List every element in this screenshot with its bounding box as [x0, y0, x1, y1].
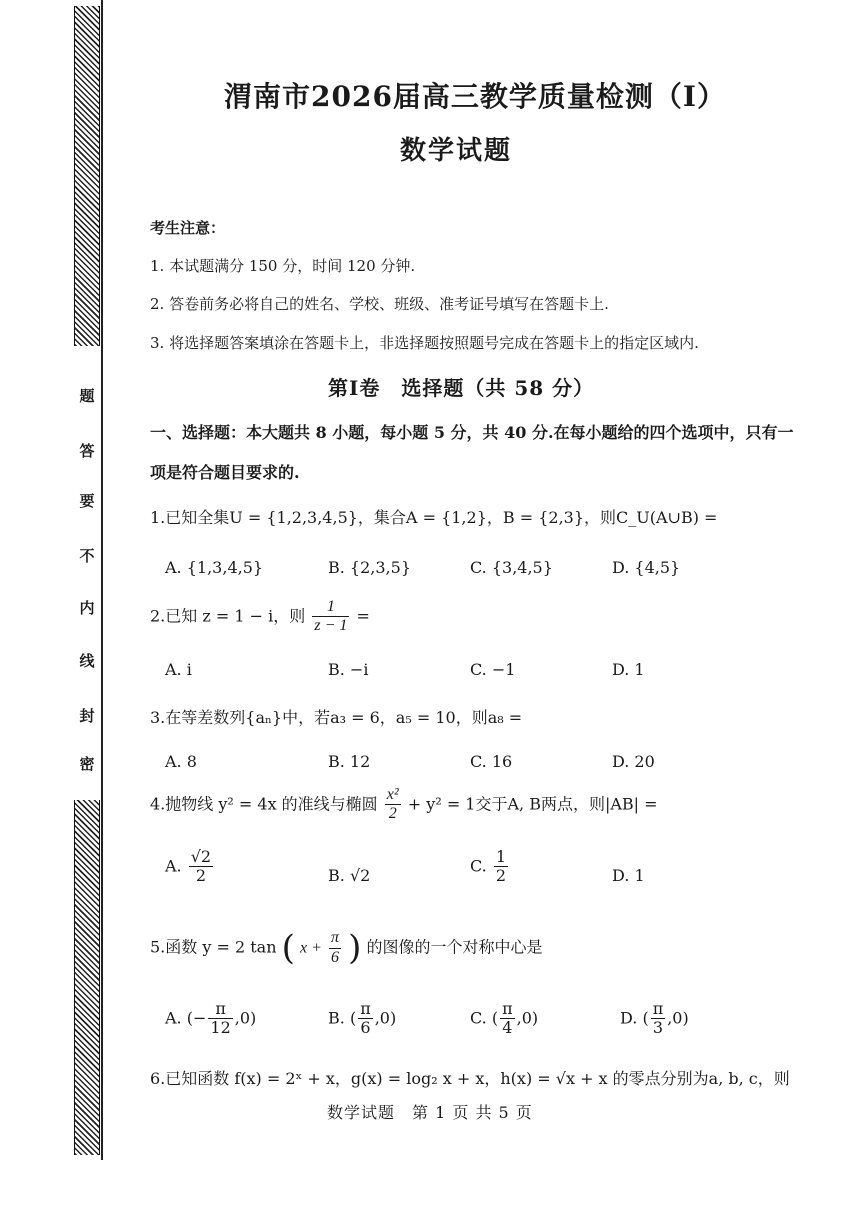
option-a — [165, 848, 215, 886]
option-label: A. — [165, 1008, 182, 1028]
binding-char: 封 — [79, 707, 95, 725]
stem-text: x + — [299, 939, 322, 957]
denominator: 6 — [330, 948, 339, 966]
option-c — [470, 1000, 538, 1038]
fraction — [329, 929, 341, 967]
fraction — [208, 1000, 232, 1038]
numerator: 1 — [312, 598, 349, 617]
option-text: ,0) — [234, 1008, 257, 1028]
hatch-pattern-top — [74, 6, 100, 346]
option-b — [328, 866, 370, 885]
fraction — [312, 598, 349, 636]
option-a: A. i — [165, 660, 192, 679]
stem-text: 的图像的一个对称中心是 — [366, 937, 543, 957]
option-b: B. 12 — [328, 752, 371, 771]
section-heading: 第Ⅰ卷 选择题（共 58 分） — [328, 376, 595, 400]
option-a: A. 8 — [165, 752, 197, 771]
paren-left: ( — [281, 928, 295, 968]
option-label: D. — [612, 866, 630, 885]
option-a: A. {1,3,4,5} — [165, 558, 264, 577]
stem-text: = — [356, 606, 370, 626]
numerator: x² — [385, 786, 401, 805]
binding-char: 密 — [79, 755, 95, 773]
binding-char: 答 — [79, 442, 95, 460]
option-c: C. 16 — [470, 752, 513, 771]
option-c — [470, 848, 510, 886]
numerator: π — [360, 999, 371, 1018]
binding-char: 不 — [79, 547, 95, 565]
stem-text: 5.函数 y = 2 tan — [150, 937, 277, 957]
option-a — [165, 1000, 256, 1038]
binding-char: 线 — [79, 652, 95, 670]
paren-right: ) — [348, 928, 362, 968]
denominator: 2 — [195, 866, 207, 886]
numerator: π — [208, 1000, 232, 1019]
denominator: 3 — [652, 1018, 664, 1038]
option-text: ,0) — [667, 1008, 689, 1028]
numerator: 1 — [495, 847, 507, 866]
option-b: B. {2,3,5} — [328, 558, 411, 577]
option-label: A. — [165, 856, 182, 876]
notice-item: 1. 本试题满分 150 分，时间 120 分钟. — [150, 257, 416, 275]
hatch-pattern-bottom — [74, 800, 100, 1155]
denominator: z − 1 — [314, 617, 348, 635]
option-value: 1 — [634, 866, 645, 885]
option-text: ( — [491, 1008, 499, 1028]
question-1-stem: 1.已知全集U = {1,2,3,4,5}，集合A = {1,2}，B = {2,3}，则C_U(A∪B) = — [150, 508, 718, 527]
stem-text: + y² = 1交于A, B两点，则|AB| = — [407, 794, 658, 814]
fraction — [500, 1000, 515, 1038]
notice-item: 3. 将选择题答案填涂在答题卡上，非选择题按照题号完成在答题卡上的指定区域内. — [150, 334, 699, 352]
option-text: ( — [349, 1008, 357, 1028]
option-label: D. — [620, 1008, 638, 1028]
denominator: 6 — [360, 1018, 371, 1038]
part-instructions: 一、选择题：本大题共 8 小题，每小题 5 分，共 40 分.在每小题给的四个选项中，只有一 — [150, 423, 794, 442]
question-2-stem — [150, 598, 370, 636]
option-c: C. {3,4,5} — [470, 558, 553, 577]
numerator: π — [502, 999, 513, 1018]
option-text: ,0) — [516, 1008, 539, 1028]
stem-text: 2.已知 z = 1 − i，则 — [150, 606, 306, 626]
fraction — [189, 848, 213, 886]
denominator: 12 — [210, 1018, 231, 1038]
option-text: ,0) — [374, 1008, 397, 1028]
fraction — [494, 848, 508, 886]
option-label: B. — [328, 866, 345, 885]
option-d — [612, 866, 645, 885]
option-d: D. 20 — [612, 752, 655, 771]
option-d: D. {4,5} — [612, 558, 681, 577]
fraction — [358, 1000, 373, 1038]
denominator: 2 — [495, 866, 507, 886]
option-d — [620, 1000, 689, 1038]
binding-char: 题 — [79, 387, 95, 405]
page-title: 渭南市2026届高三教学质量检测（Ⅰ） — [224, 80, 727, 113]
question-4-stem — [150, 786, 658, 824]
notice-heading: 考生注意： — [150, 219, 226, 237]
option-text: (− — [186, 1008, 207, 1028]
fraction — [651, 1000, 666, 1038]
option-label: C. — [470, 856, 487, 876]
binding-char: 内 — [79, 599, 95, 617]
binding-char: 要 — [79, 492, 95, 510]
stem-text: 4.抛物线 y² = 4x 的准线与椭圆 — [150, 794, 378, 814]
denominator: 2 — [388, 805, 397, 823]
fraction — [385, 786, 401, 824]
question-5-stem — [150, 928, 542, 968]
page-subtitle: 数学试题 — [400, 136, 513, 166]
question-6-stem: 6.已知函数 f(x) = 2ˣ + x，g(x) = log₂ x + x，h(x) = √x + x 的零点分别为a, b, c，则 — [150, 1069, 790, 1088]
numerator: π — [652, 999, 664, 1018]
numerator: π — [329, 929, 341, 948]
denominator: 4 — [502, 1018, 513, 1038]
numerator: √2 — [190, 847, 212, 866]
option-text: ( — [642, 1008, 649, 1028]
option-b: B. −i — [328, 660, 369, 679]
option-label: C. — [470, 1008, 487, 1028]
option-b — [328, 1000, 396, 1038]
option-value: √2 — [349, 866, 371, 885]
binding-line — [101, 0, 103, 1160]
part-instructions: 项是符合题目要求的. — [150, 463, 300, 482]
option-d: D. 1 — [612, 660, 645, 679]
option-label: B. — [328, 1008, 345, 1028]
question-3-stem: 3.在等差数列{aₙ}中，若a₃ = 6，a₅ = 10，则a₈ = — [150, 708, 523, 727]
option-c: C. −1 — [470, 660, 516, 679]
page-footer: 数学试题 第 1 页 共 5 页 — [327, 1103, 533, 1122]
notice-item: 2. 答卷前务必将自己的姓名、学校、班级、准考证号填写在答题卡上. — [150, 295, 609, 313]
